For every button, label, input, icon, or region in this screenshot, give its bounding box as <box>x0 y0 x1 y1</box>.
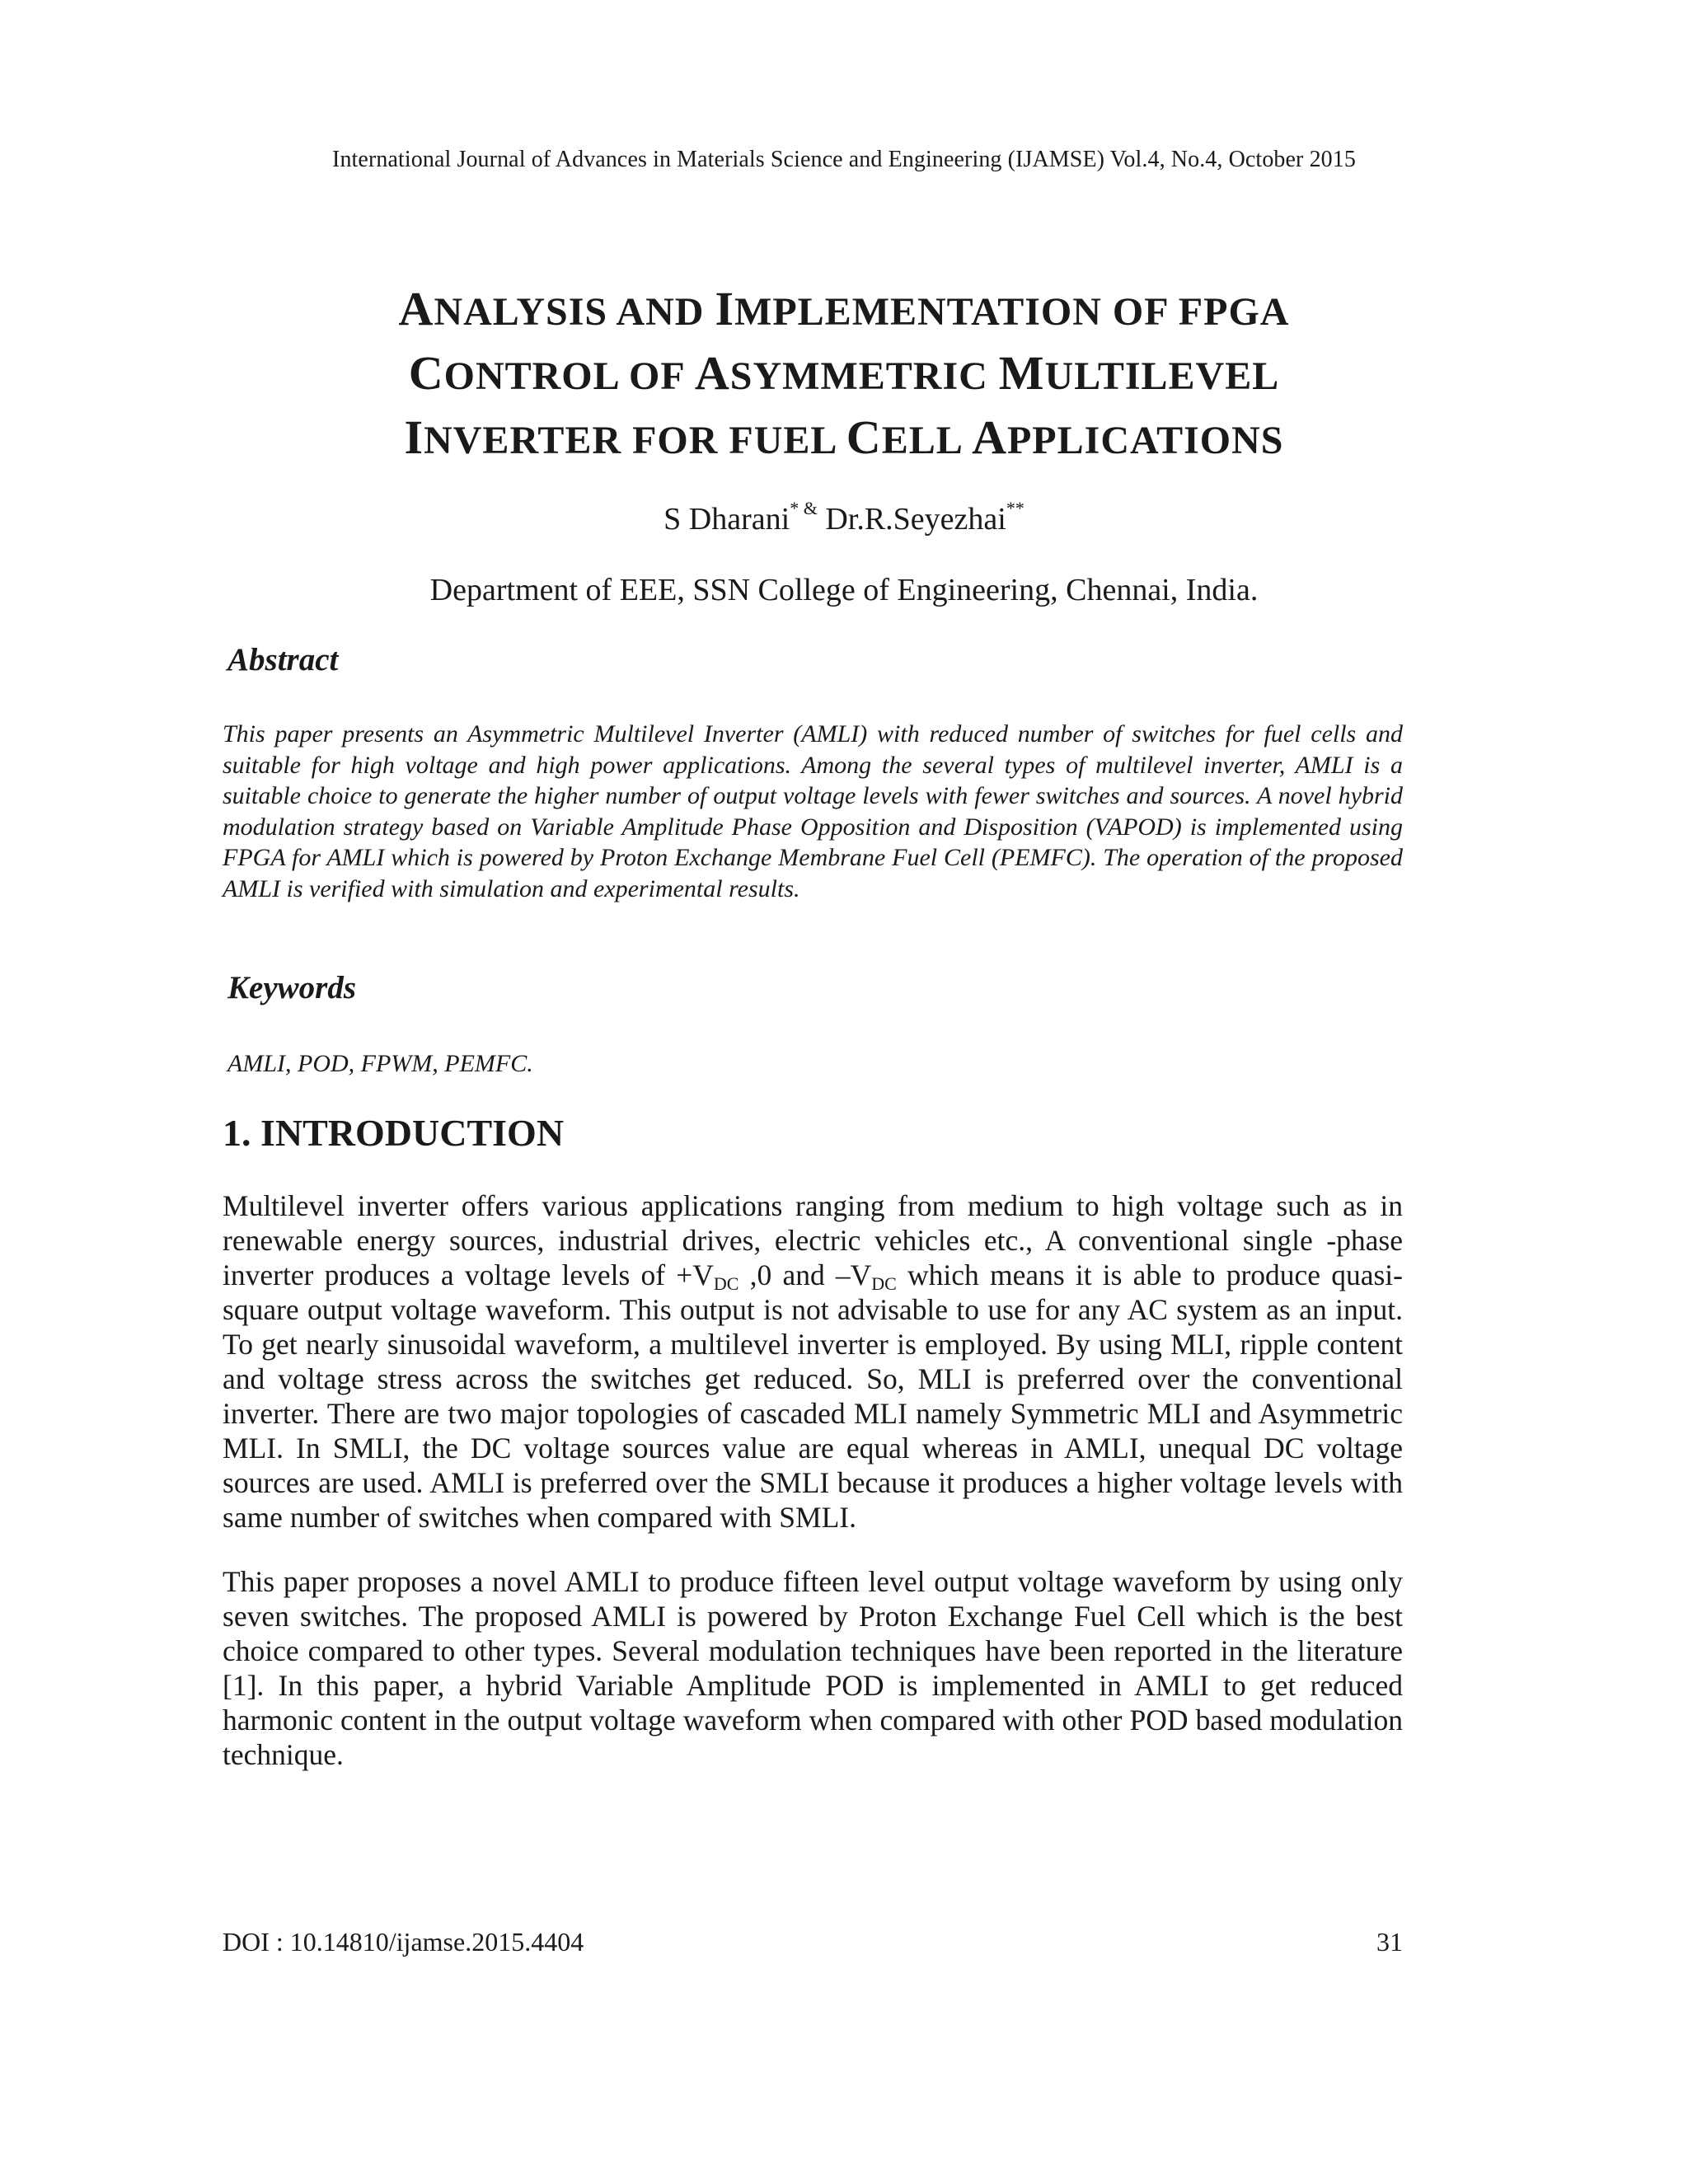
author-list <box>0 498 1688 537</box>
journal-header: International Journal of Advances in Materials Science and Engineering (IJAMSE) Vol.4, No.4, October 2015 <box>332 147 1356 172</box>
doi: DOI : 10.14810/ijamse.2015.4404 <box>223 1927 584 1957</box>
abstract-heading: Abstract <box>227 642 339 677</box>
page-number: 31 <box>1376 1927 1403 1957</box>
keywords-heading: Keywords <box>227 970 356 1005</box>
author-affiliation-mark: ** <box>1006 498 1025 518</box>
title-line-1: ANALYSIS AND IMPLEMENTATION OF FPGA <box>398 282 1290 335</box>
author-name: S Dharani <box>663 502 790 537</box>
keywords-text: AMLI, POD, FPWM, PEMFC. <box>227 1050 533 1077</box>
author-affiliation-mark: * & <box>790 498 818 518</box>
author-name: Dr.R.Seyezhai <box>825 502 1006 537</box>
paper-title <box>0 279 1688 471</box>
introduction-paragraph-2: This paper proposes a novel AMLI to produce fifteen level output voltage waveform by using only seven switches. The proposed AMLI is powered by Proton Exchange Fuel Cell which is the best choice compared to other types. Several modulation techniques have been reported in the literature [1]. In this paper, a hybrid Variable Amplitude POD is implemented in AMLI to get reduced harmonic content in the output voltage waveform when compared with other POD based modulation technique. <box>223 1565 1403 1771</box>
introduction-paragraph-1: Multilevel inverter offers various applications ranging from medium to high voltage such as in renewable energy sources, industrial drives, electric vehicles etc., A conventional single -phase inverter produces a voltage levels of $+V_{DC}$ ,0 and $-V_{DC}$ which means it is able to produce quasi-square output voltage waveform. This output is not advisable to use for any AC system as an input. To get nearly sinusoidal waveform, a multilevel inverter is employed. By using MLI, ripple content and voltage stress across the switches get reduced. So, MLI is preferred over the conventional inverter. There are two major topologies of cascaded MLI namely Symmetric MLI and Asymmetric MLI. In SMLI, the DC voltage sources value are equal whereas in AMLI, unequal DC voltage sources are used. AMLI is preferred over the SMLI because it produces a higher voltage levels with same number of switches when compared with SMLI. <box>223 1189 1403 1534</box>
section-heading-introduction: 1. INTRODUCTION <box>223 1112 565 1154</box>
title-line-3: INVERTER FOR FUEL CELL APPLICATIONS <box>404 410 1284 464</box>
affiliation: Department of EEE, SSN College of Engineering, Chennai, India. <box>429 573 1259 607</box>
abstract-text: This paper presents an Asymmetric Multilevel Inverter (AMLI) with reduced number of switches for fuel cells and suitable for high voltage and high power applications. Among the several types of multilevel inverter, AMLI is a suitable choice to generate the higher number of output voltage levels with fewer switches and sources. A novel hybrid modulation strategy based on Variable Amplitude Phase Opposition and Disposition (VAPOD) is implemented using FPGA for AMLI which is powered by Proton Exchange Membrane Fuel Cell (PEMFC). The operation of the proposed AMLI is verified with simulation and experimental results. <box>223 720 1403 902</box>
title-line-2: CONTROL OF ASYMMETRIC MULTILEVEL <box>408 346 1280 400</box>
